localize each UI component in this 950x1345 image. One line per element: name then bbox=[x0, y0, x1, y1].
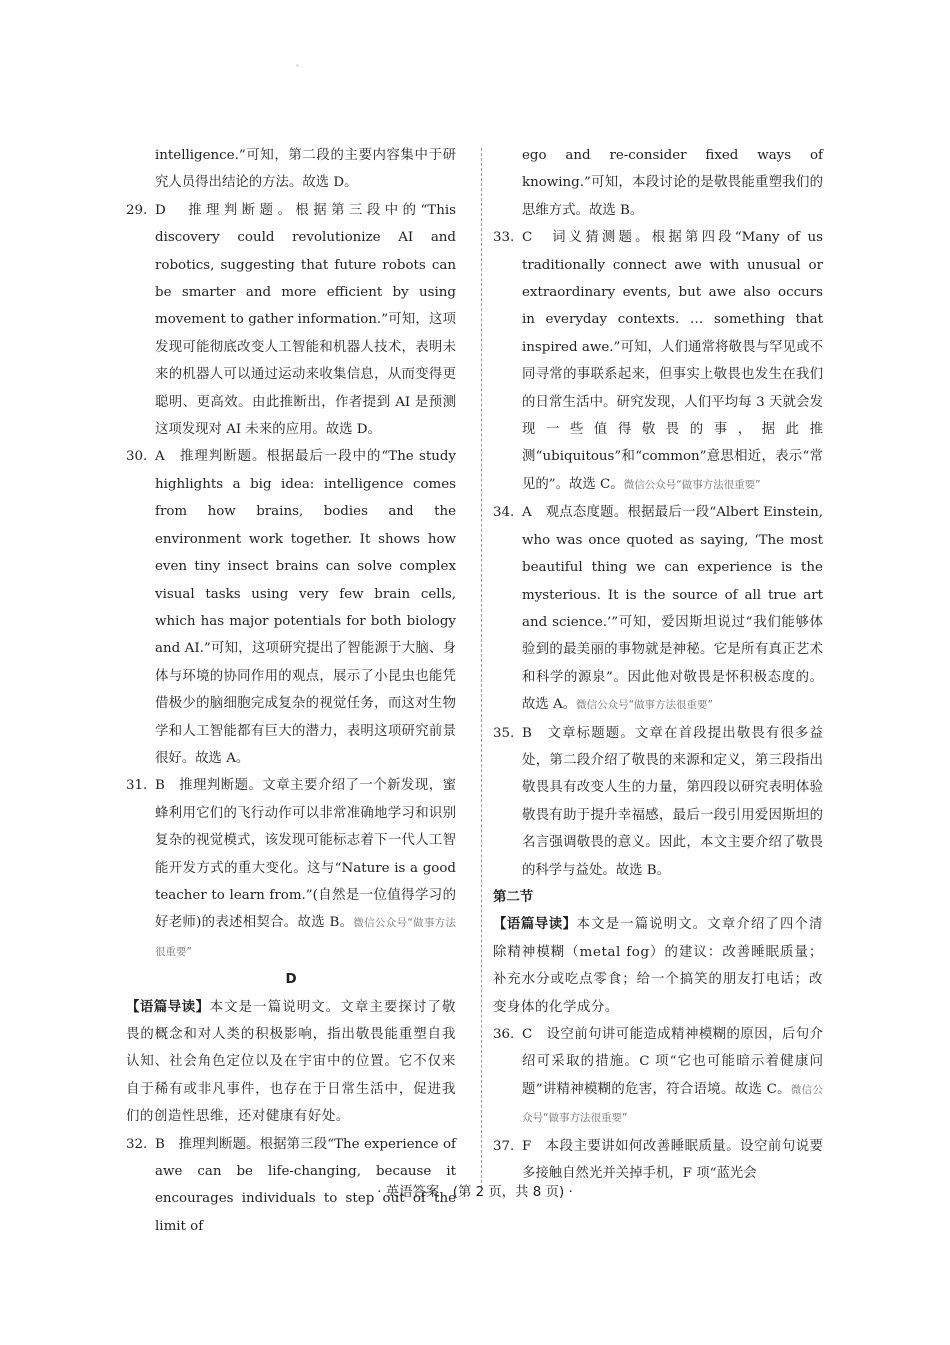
guide-text: 本文是一篇说明文。文章主要探讨了敬畏的概念和对人类的积极影响，指出敬畏能重塑自我认知、社会角色定位以及在宇宙中的位置。它不仅来自于稀有或非凡事件，也存在于日常生活中，促进我们的创造性思维，还对健康有好处。 bbox=[126, 999, 457, 1125]
answer-number: 32. bbox=[126, 1136, 148, 1152]
answer-number: 31. bbox=[126, 778, 148, 794]
answer-number: 30. bbox=[126, 449, 148, 465]
answer-explanation bbox=[522, 224, 823, 499]
passage-guide bbox=[126, 994, 456, 1131]
answer-30 bbox=[126, 443, 456, 772]
answer-37 bbox=[493, 1133, 823, 1188]
answer-34 bbox=[493, 499, 823, 719]
answer-29 bbox=[126, 197, 456, 444]
watermark-text: 微信公众号“做事方法很重要” bbox=[576, 699, 713, 712]
answer-number: 35. bbox=[493, 725, 515, 741]
column-divider bbox=[481, 148, 482, 1188]
answer-explanation bbox=[522, 1021, 823, 1133]
q32-continuation: ego and re-consider fixed ways of knowing.”可知，本段讨论的是敬畏能重塑我们的思维方式。故选 B。 bbox=[522, 148, 823, 218]
answer-explanation bbox=[522, 499, 823, 719]
passage-heading-d: D bbox=[285, 972, 297, 988]
q28-continuation: intelligence.”可知，第二段的主要内容集中于研究人员得出结论的方法。故选 D。 bbox=[155, 148, 456, 191]
answer-explanation: B 推理判断题。根据第三段“The experience of awe can be life-changing, because it encourages individuals to step out of the limit of bbox=[155, 1136, 456, 1234]
guide-text: 本文是一篇说明文。文章介绍了四个清除精神模糊（metal fog）的建议：改善睡眠质量；补充水分或吃点零食；给一个搞笑的朋友打电话；改变身体的化学成分。 bbox=[493, 917, 824, 1015]
answer-explanation: B 文章标题题。文章在首段提出敬畏有很多益处，第二段介绍了敬畏的来源和定义，第三段指出敬畏具有改变人生的力量，第四段以研究表明体验敬畏有助于提升幸福感，最后一段引用爱因斯坦的名言强调敬畏的意义。因此，本文主要介绍了敬畏的科学与益处。故选 B。 bbox=[522, 725, 823, 878]
watermark-text: 微信公众号“做事方法很重要” bbox=[155, 917, 456, 958]
watermark-text: 微信公众号“做事方法很重要” bbox=[623, 478, 761, 491]
answer-explanation: F 本段主要讲如何改善睡眠质量。设空前句说要多接触自然光并关掉手机，F 项“蓝光会 bbox=[522, 1138, 823, 1182]
answer-text: A 观点态度题。根据最后一段“Albert Einstein, who was once quoted as saying, ‘The most beautiful thing we can experience is the mysterious. It is the source of all true art and science.’”可知，爱因斯坦说过“我们能够体验到的最美丽的事物就是神秘。它是所有真正艺术和科学的源泉”。因此他对敬畏是怀积极态度的。故选 A。 bbox=[522, 505, 823, 713]
section-heading: 第二节 bbox=[493, 889, 534, 905]
answer-explanation: D 推理判断题。根据第三段中的“This discovery could revolutionize AI and robotics, suggesting that future robots can be smarter and more efficient by using movement to gather information.”可知，这项发现可能彻底改变人工智能和机器人技术，表明未来的机器人可以通过运动来收集信息，从而变得更聪明、更高效。由此推断出，作者提到 AI 是预测这项发现对 AI 未来的应用。故选 D。 bbox=[155, 202, 456, 438]
answer-35 bbox=[493, 720, 823, 884]
answer-number: 33. bbox=[493, 230, 515, 246]
answer-36 bbox=[493, 1021, 823, 1133]
answer-text: C 词义猜测题。根据第四段“Many of us traditionally connect awe with unusual or extraordinary events, but awe also occurs in everyday contexts. … something that inspired awe.”可知，人们通常将敬畏与罕见或不同寻常的事联系起来，但事实上敬畏也发生在我们的日常生活中。研究发现，人们平均每 3 天就会发现一些值得敬畏的事，据此推测“ubiquitous”和“common”意思相近，表示“常见的”。故选 C。 bbox=[522, 230, 823, 492]
guide-label: 【语篇导读】 bbox=[126, 999, 210, 1015]
answer-text: C 设空前句讲可能造成精神模糊的原因，后句介绍可采取的措施。C 项“它也可能暗示着健康问题”讲精神模糊的危害，符合语境。故选 C。 bbox=[522, 1027, 823, 1097]
answer-explanation bbox=[155, 772, 456, 966]
answer-31 bbox=[126, 772, 456, 966]
answer-number: 37. bbox=[493, 1138, 515, 1154]
page-footer: · 英语答案 (第 2 页，共 8 页) · bbox=[377, 1185, 573, 1200]
scan-speck bbox=[296, 64, 299, 67]
left-column bbox=[126, 142, 456, 1240]
watermark-text: 微信公众号“做事方法很重要” bbox=[522, 1083, 823, 1125]
answer-33 bbox=[493, 224, 823, 499]
right-column bbox=[493, 142, 823, 1187]
answer-number: 29. bbox=[126, 202, 148, 218]
guide-label: 【语篇导读】 bbox=[493, 917, 577, 933]
answer-text: B 推理判断题。文章主要介绍了一个新发现，蜜蜂利用它们的飞行动作可以非常准确地学习和识别复杂的视觉模式，该发现可能标志着下一代人工智能开发方式的重大变化。这与“Nature is a good teacher to learn from.”(自然是一位值得学习的好老师)的表述相契合。故选 B。 bbox=[155, 778, 456, 931]
answer-explanation: A 推理判断题。根据最后一段中的“The study highlights a big idea: intelligence comes from how brains, bodies and the environment work together. It shows how even tiny insect brains can solve complex visual tasks using very few brain cells, which has major potentials for both biology and AI.”可知，这项研究提出了智能源于大脑、身体与环境的协同作用的观点，展示了小昆虫也能凭借极少的脑细胞完成复杂的视觉任务，而这对生物学和人工智能都有巨大的潜力，表明这项研究前景很好。故选 A。 bbox=[155, 449, 456, 766]
answer-number: 36. bbox=[493, 1027, 515, 1042]
answer-number: 34. bbox=[493, 505, 515, 521]
passage-guide bbox=[493, 911, 823, 1021]
